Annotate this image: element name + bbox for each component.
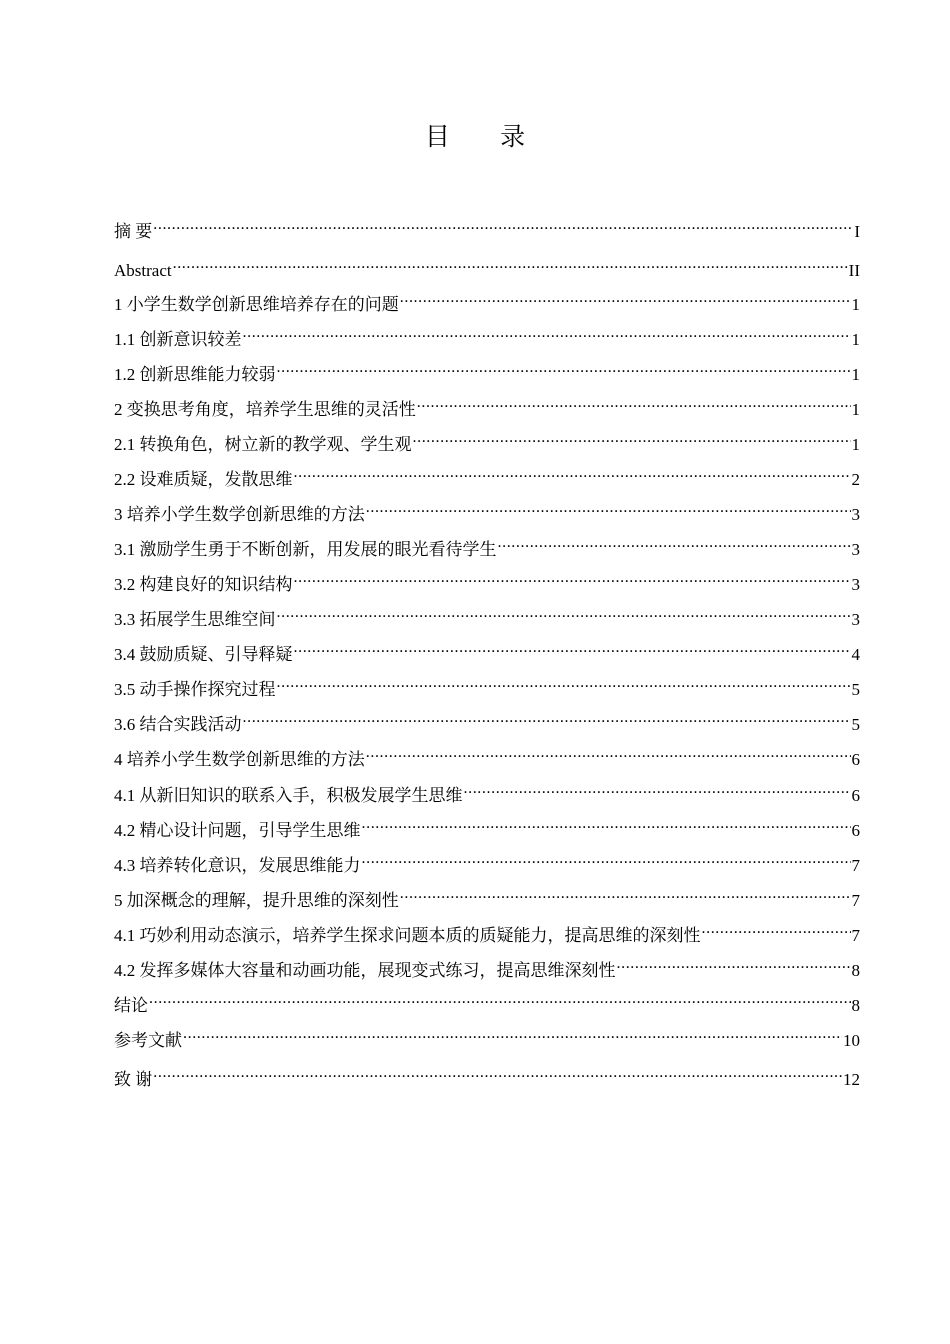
toc-entry[interactable] [114, 671, 860, 699]
toc-entry-page-number: 3 [851, 610, 860, 629]
toc-entry-page-number: 8 [851, 961, 860, 980]
toc-entry-page-number: 7 [851, 926, 860, 945]
toc-dot-leader [464, 777, 851, 801]
toc-entry-page-number: 6 [851, 750, 860, 769]
toc-entry-page-number: 7 [851, 891, 860, 910]
toc-entry-page-number: 4 [851, 645, 860, 664]
toc-entry[interactable] [114, 391, 860, 419]
toc-entry-page-number: 6 [851, 786, 860, 805]
toc-entry-label: 2.1 转换角色，树立新的教学观、学生观 [114, 435, 412, 454]
toc-entry-page-number: 7 [851, 856, 860, 875]
toc-entry-page-number: 6 [851, 821, 860, 840]
page-title: 目 录 [424, 124, 548, 151]
toc-entry-page-number: 2 [851, 470, 860, 489]
toc-dot-leader [366, 496, 851, 520]
toc-entry[interactable] [114, 882, 860, 910]
toc-dot-leader [362, 812, 851, 836]
toc-entry-label: 4.2 精心设计问题，引导学生思维 [114, 821, 361, 840]
toc-dot-leader [243, 321, 851, 345]
toc-entry-label: 2 变换思考角度，培养学生思维的灵活性 [114, 400, 416, 419]
toc-entry-label: 3 培养小学生数学创新思维的方法 [114, 505, 365, 524]
toc-entry-label: 2.2 设难质疑，发散思维 [114, 470, 293, 489]
toc-entry-label: 3.6 结合实践活动 [114, 715, 242, 734]
toc-entry[interactable] [114, 461, 860, 489]
toc-entry[interactable] [114, 213, 860, 241]
toc-entry[interactable] [114, 1061, 860, 1089]
toc-entry-label: 4.3 培养转化意识，发展思维能力 [114, 856, 361, 875]
toc-dot-leader [153, 1061, 842, 1085]
toc-dot-leader [617, 952, 851, 976]
toc-entry[interactable] [114, 426, 860, 454]
toc-dot-leader [173, 252, 848, 276]
toc-entry-page-number: I [854, 222, 860, 241]
toc-entry[interactable] [114, 252, 860, 280]
toc-dot-leader [243, 706, 851, 730]
toc-entry[interactable] [114, 1022, 860, 1050]
toc-entry[interactable] [114, 706, 860, 734]
toc-dot-leader [702, 917, 851, 941]
toc-entry-label: 3.4 鼓励质疑、引导释疑 [114, 645, 293, 664]
toc-dot-leader [277, 601, 851, 625]
toc-entry-page-number: 5 [851, 680, 860, 699]
toc-entry-page-number: 10 [843, 1031, 860, 1050]
toc-entry-label: 4 培养小学生数学创新思维的方法 [114, 750, 365, 769]
toc-entry-label: 结论 [114, 996, 148, 1015]
toc-entry[interactable] [114, 777, 860, 805]
toc-dot-leader [294, 461, 851, 485]
toc-entry-label: 3.3 拓展学生思维空间 [114, 610, 276, 629]
toc-entry-page-number: 3 [851, 505, 860, 524]
toc-entry-label: 4.2 发挥多媒体大容量和动画功能，展现变式练习，提高思维深刻性 [114, 961, 616, 980]
toc-entry[interactable] [114, 741, 860, 769]
toc-dot-leader [413, 426, 851, 450]
toc-entry-page-number: 1 [851, 435, 860, 454]
toc-entry-page-number: 1 [851, 365, 860, 384]
toc-entry[interactable] [114, 286, 860, 314]
toc-dot-leader [362, 847, 851, 871]
toc-entry-label: 参考文献 [114, 1031, 182, 1050]
toc-entry-label: 4.1 从新旧知识的联系入手，积极发展学生思维 [114, 786, 463, 805]
toc-entry[interactable] [114, 496, 860, 524]
toc-entry[interactable] [114, 601, 860, 629]
toc-entry-label: Abstract [114, 261, 172, 280]
toc-entry-label: 致 谢 [114, 1070, 153, 1089]
toc-entry-label: 3.5 动手操作探究过程 [114, 680, 276, 699]
toc-entry[interactable] [114, 636, 860, 664]
toc-dot-leader [366, 741, 851, 765]
toc-dot-leader [294, 566, 851, 590]
toc-entry-page-number: 1 [851, 330, 860, 349]
toc-entry-page-number: 3 [851, 540, 860, 559]
toc-entry-label: 1.2 创新思维能力较弱 [114, 365, 276, 384]
toc-entry-label: 5 加深概念的理解，提升思维的深刻性 [114, 891, 399, 910]
toc-dot-leader [149, 987, 851, 1011]
toc-entry-label: 1 小学生数学创新思维培养存在的问题 [114, 295, 399, 314]
toc-entry[interactable] [114, 952, 860, 980]
toc-entry-page-number: 5 [851, 715, 860, 734]
toc-dot-leader [498, 531, 851, 555]
toc-entry[interactable] [114, 847, 860, 875]
toc-dot-leader [294, 636, 851, 660]
toc-entry-label: 3.2 构建良好的知识结构 [114, 575, 293, 594]
toc-entry[interactable] [114, 356, 860, 384]
toc-entry-label: 摘 要 [114, 222, 153, 241]
toc-entry-page-number: 3 [851, 575, 860, 594]
toc-entry[interactable] [114, 987, 860, 1015]
toc-dot-leader [417, 391, 851, 415]
toc-dot-leader [277, 356, 851, 380]
toc-entry[interactable] [114, 917, 860, 945]
toc-entry-page-number: 12 [843, 1070, 860, 1089]
toc-dot-leader [153, 213, 853, 237]
toc-entry-label: 3.1 激励学生勇于不断创新，用发展的眼光看待学生 [114, 540, 497, 559]
toc-dot-leader [277, 671, 851, 695]
toc-dot-leader [400, 882, 851, 906]
toc-entry-page-number: 1 [851, 295, 860, 314]
toc-entry-page-number: 8 [851, 996, 860, 1015]
toc-dot-leader [400, 286, 851, 310]
toc-entry[interactable] [114, 531, 860, 559]
toc-entry-label: 4.1 巧妙利用动态演示，培养学生探求问题本质的质疑能力，提高思维的深刻性 [114, 926, 701, 945]
toc-dot-leader [183, 1022, 842, 1046]
toc-entry-page-number: 1 [851, 400, 860, 419]
toc-entry[interactable] [114, 321, 860, 349]
toc-entry-page-number: II [848, 261, 860, 280]
toc-entry[interactable] [114, 566, 860, 594]
toc-entry-label: 1.1 创新意识较差 [114, 330, 242, 349]
toc-entry[interactable] [114, 812, 860, 840]
